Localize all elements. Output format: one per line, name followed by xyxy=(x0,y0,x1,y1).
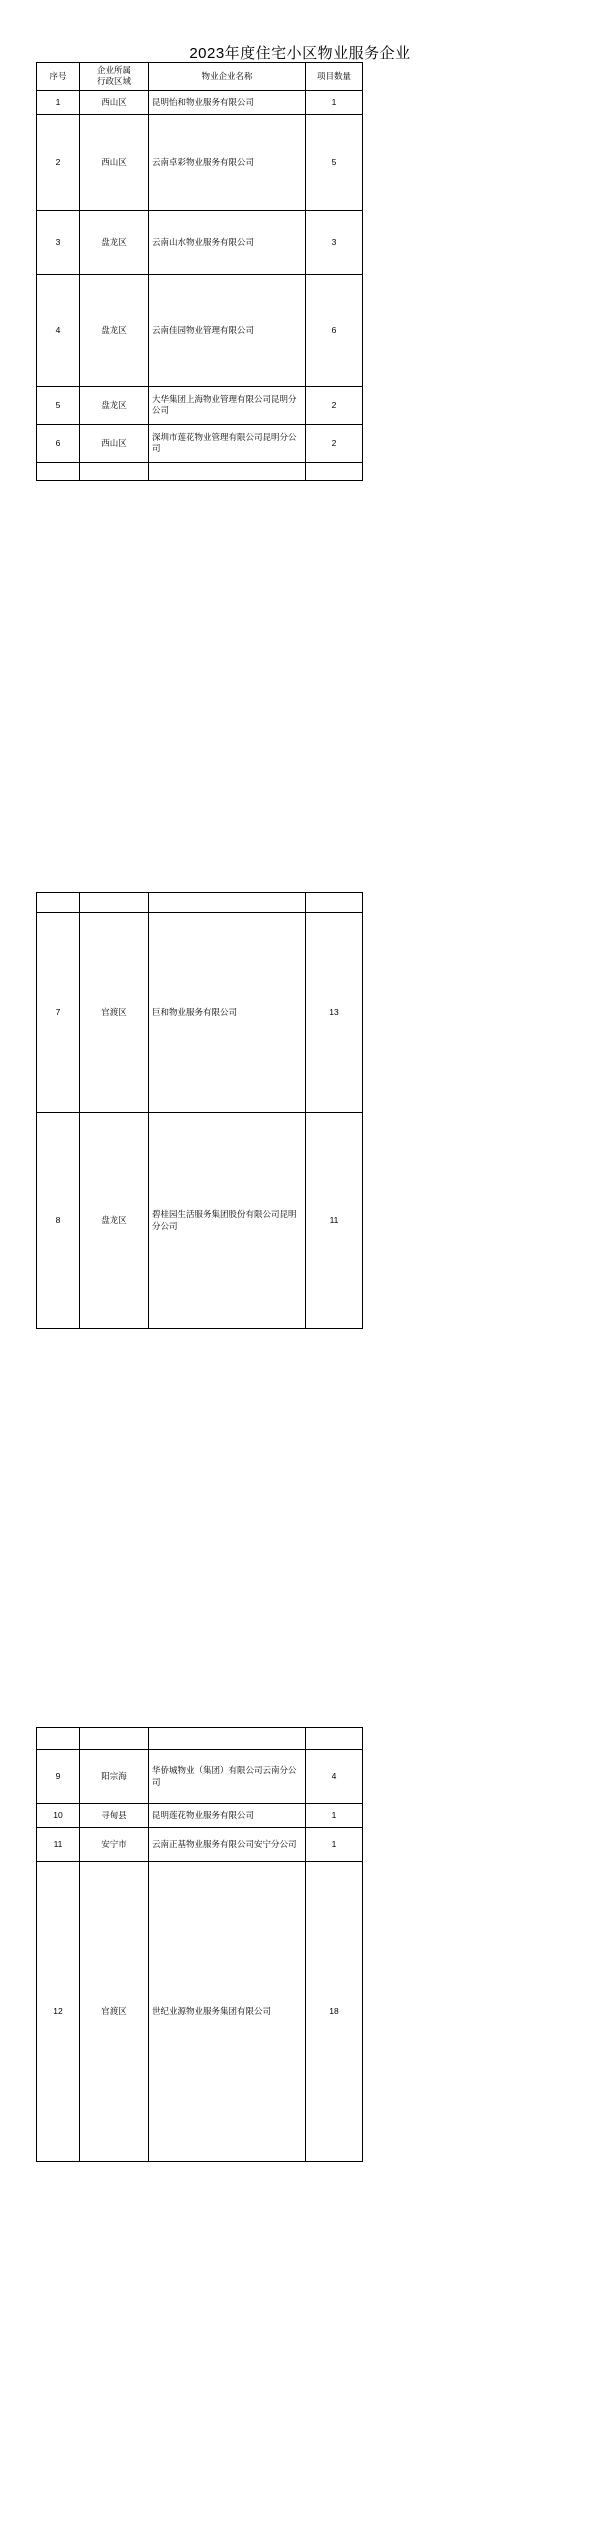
cell-index xyxy=(37,1728,80,1750)
cell-company: 昆明怡和物业服务有限公司 xyxy=(149,90,306,114)
cell-company: 大华集团上海物业管理有限公司昆明分公司 xyxy=(149,386,306,424)
cell-index: 8 xyxy=(37,1113,80,1329)
table-row xyxy=(37,114,363,210)
cell-district: 阳宗海 xyxy=(80,1750,149,1804)
cell-count: 2 xyxy=(306,386,363,424)
cell-count: 4 xyxy=(306,1750,363,1804)
table-body xyxy=(37,90,363,480)
cell-district xyxy=(80,462,149,480)
cell-index xyxy=(37,462,80,480)
column-header-district xyxy=(80,63,149,91)
table-row xyxy=(37,1862,363,2162)
cell-company: 昆明莲花物业服务有限公司 xyxy=(149,1804,306,1828)
table-row xyxy=(37,462,363,480)
table-header xyxy=(37,63,363,91)
cell-company xyxy=(149,462,306,480)
cell-index: 4 xyxy=(37,274,80,386)
cell-district: 官渡区 xyxy=(80,1862,149,2162)
cell-company: 世纪业源物业服务集团有限公司 xyxy=(149,1862,306,2162)
cell-count: 2 xyxy=(306,424,363,462)
cell-index: 12 xyxy=(37,1862,80,2162)
cell-district: 盘龙区 xyxy=(80,1113,149,1329)
column-header-district-line2: 行政区域 xyxy=(96,76,131,87)
cell-company xyxy=(149,1728,306,1750)
cell-count: 6 xyxy=(306,274,363,386)
cell-index: 1 xyxy=(37,90,80,114)
column-header-index: 序号 xyxy=(37,63,80,91)
cell-count: 1 xyxy=(306,1828,363,1862)
cell-index xyxy=(37,893,80,913)
cell-count xyxy=(306,462,363,480)
cell-index: 7 xyxy=(37,913,80,1113)
cell-district: 安宁市 xyxy=(80,1828,149,1862)
cell-company: 巨和物业服务有限公司 xyxy=(149,913,306,1113)
table-row xyxy=(37,893,363,913)
table-row xyxy=(37,90,363,114)
column-header-company: 物业企业名称 xyxy=(149,63,306,91)
table-row xyxy=(37,1113,363,1329)
cell-district: 西山区 xyxy=(80,90,149,114)
table-row xyxy=(37,913,363,1113)
cell-district xyxy=(80,1728,149,1750)
cell-district xyxy=(80,893,149,913)
page-title: 2023年度住宅小区物业服务企业 xyxy=(189,45,411,62)
property-table-block-3 xyxy=(36,1727,363,2162)
cell-count: 3 xyxy=(306,210,363,274)
column-header-district-line1: 企业所属 xyxy=(96,65,131,75)
table-row xyxy=(37,274,363,386)
table-row xyxy=(37,210,363,274)
cell-index: 2 xyxy=(37,114,80,210)
cell-company: 云南正基物业服务有限公司安宁分公司 xyxy=(149,1828,306,1862)
cell-district: 西山区 xyxy=(80,424,149,462)
cell-district: 盘龙区 xyxy=(80,386,149,424)
cell-district: 寻甸县 xyxy=(80,1804,149,1828)
cell-district: 盘龙区 xyxy=(80,210,149,274)
cell-count xyxy=(306,893,363,913)
table-row xyxy=(37,1804,363,1828)
property-table-block-2 xyxy=(36,892,363,1329)
cell-count: 5 xyxy=(306,114,363,210)
property-table-block-1 xyxy=(36,62,363,481)
cell-company: 华侨城物业（集团）有限公司云南分公司 xyxy=(149,1750,306,1804)
table-row xyxy=(37,386,363,424)
cell-count xyxy=(306,1728,363,1750)
table-row xyxy=(37,1750,363,1804)
cell-index: 9 xyxy=(37,1750,80,1804)
table-row xyxy=(37,1828,363,1862)
cell-company: 云南山水物业服务有限公司 xyxy=(149,210,306,274)
cell-company: 碧桂园生活服务集团股份有限公司昆明分公司 xyxy=(149,1113,306,1329)
cell-count: 11 xyxy=(306,1113,363,1329)
table-header-row xyxy=(37,63,363,91)
table-row xyxy=(37,424,363,462)
cell-count: 1 xyxy=(306,90,363,114)
cell-company xyxy=(149,893,306,913)
cell-district: 西山区 xyxy=(80,114,149,210)
cell-count: 18 xyxy=(306,1862,363,2162)
cell-count: 13 xyxy=(306,913,363,1113)
cell-district: 盘龙区 xyxy=(80,274,149,386)
cell-index: 10 xyxy=(37,1804,80,1828)
cell-district: 官渡区 xyxy=(80,913,149,1113)
cell-index: 11 xyxy=(37,1828,80,1862)
table-row xyxy=(37,1728,363,1750)
table-body xyxy=(37,893,363,1329)
cell-company: 深圳市莲花物业管理有限公司昆明分公司 xyxy=(149,424,306,462)
cell-company: 云南佳园物业管理有限公司 xyxy=(149,274,306,386)
cell-company: 云南卓彩物业服务有限公司 xyxy=(149,114,306,210)
cell-count: 1 xyxy=(306,1804,363,1828)
table-body xyxy=(37,1728,363,2162)
cell-index: 6 xyxy=(37,424,80,462)
cell-index: 3 xyxy=(37,210,80,274)
column-header-count: 项目数量 xyxy=(306,63,363,91)
cell-index: 5 xyxy=(37,386,80,424)
